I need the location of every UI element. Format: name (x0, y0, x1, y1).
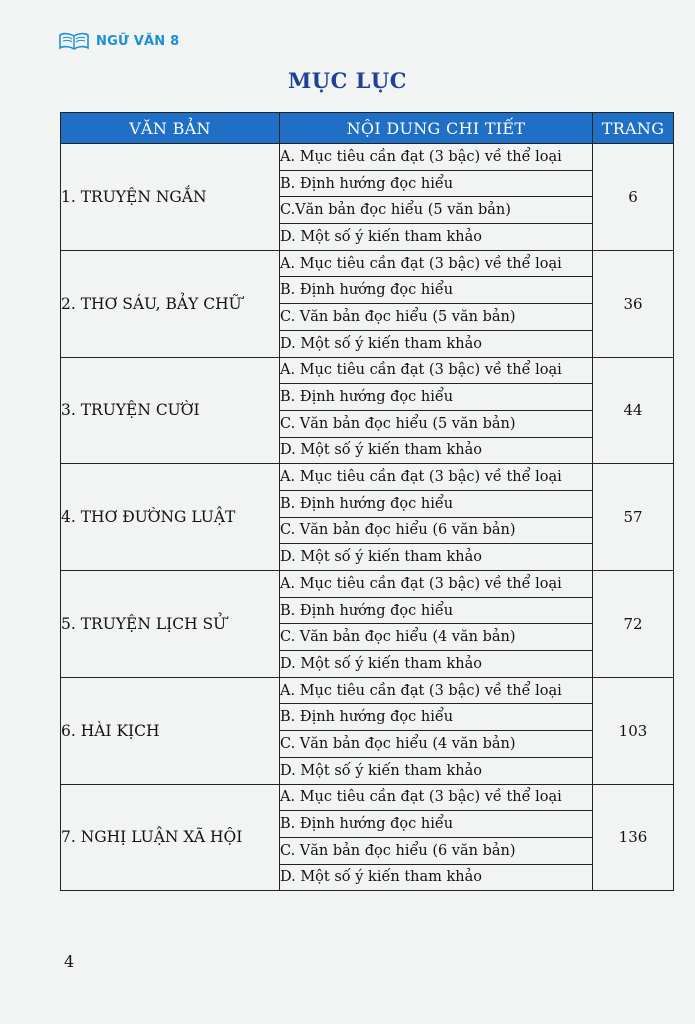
book-title: NGỮ VĂN 8 (96, 33, 180, 49)
section-page: 57 (593, 464, 674, 571)
open-book-icon (58, 32, 90, 50)
section-detail: B. Định hướng đọc hiểu (280, 597, 593, 624)
section-title: 4. THƠ ĐƯỜNG LUẬT (61, 464, 280, 571)
section-title: 7. NGHỊ LUẬN XÃ HỘI (61, 784, 280, 891)
section-detail: A. Mục tiêu cần đạt (3 bậc) về thể loại (280, 464, 593, 491)
column-header-text: VĂN BẢN (61, 113, 280, 144)
section-detail: B. Định hướng đọc hiểu (280, 277, 593, 304)
section-detail: B. Định hướng đọc hiểu (280, 811, 593, 838)
page-title: MỤC LỤC (288, 68, 407, 93)
section-detail: C. Văn bản đọc hiểu (5 văn bản) (280, 304, 593, 331)
section-detail: A. Mục tiêu cần đạt (3 bậc) về thể loại (280, 357, 593, 384)
section-title: 5. TRUYỆN LỊCH SỬ (61, 571, 280, 678)
table-row (61, 571, 674, 598)
column-header-detail: NỘI DUNG CHI TIẾT (280, 113, 593, 144)
section-detail: C. Văn bản đọc hiểu (4 văn bản) (280, 624, 593, 651)
section-detail: C. Văn bản đọc hiểu (6 văn bản) (280, 517, 593, 544)
section-detail: B. Định hướng đọc hiểu (280, 490, 593, 517)
section-page: 36 (593, 250, 674, 357)
section-detail: B. Định hướng đọc hiểu (280, 384, 593, 411)
page-number: 4 (64, 952, 75, 971)
section-detail: C. Văn bản đọc hiểu (5 văn bản) (280, 410, 593, 437)
section-title: 3. TRUYỆN CƯỜI (61, 357, 280, 464)
section-page: 44 (593, 357, 674, 464)
section-page: 72 (593, 571, 674, 678)
page-header (58, 32, 179, 50)
section-detail: C. Văn bản đọc hiểu (6 văn bản) (280, 837, 593, 864)
table-row (61, 250, 674, 277)
section-title: 1. TRUYỆN NGẮN (61, 144, 280, 251)
section-page: 6 (593, 144, 674, 251)
section-detail: D. Một số ý kiến tham khảo (280, 437, 593, 464)
table-row (61, 784, 674, 811)
table-row (61, 357, 674, 384)
section-detail: A. Mục tiêu cần đạt (3 bậc) về thể loại (280, 677, 593, 704)
section-title: 2. THƠ SÁU, BẢY CHỮ (61, 250, 280, 357)
section-detail: D. Một số ý kiến tham khảo (280, 651, 593, 678)
section-page: 103 (593, 677, 674, 784)
section-page: 136 (593, 784, 674, 891)
section-detail: B. Định hướng đọc hiểu (280, 170, 593, 197)
section-detail: D. Một số ý kiến tham khảo (280, 757, 593, 784)
section-detail: A. Mục tiêu cần đạt (3 bậc) về thể loại (280, 784, 593, 811)
section-detail: D. Một số ý kiến tham khảo (280, 224, 593, 251)
column-header-page: TRANG (593, 113, 674, 144)
table-row (61, 144, 674, 171)
table-of-contents (60, 112, 674, 891)
table-row (61, 464, 674, 491)
section-detail: D. Một số ý kiến tham khảo (280, 330, 593, 357)
section-detail: A. Mục tiêu cần đạt (3 bậc) về thể loại (280, 250, 593, 277)
section-detail: D. Một số ý kiến tham khảo (280, 864, 593, 891)
section-detail: A. Mục tiêu cần đạt (3 bậc) về thể loại (280, 144, 593, 171)
section-detail: A. Mục tiêu cần đạt (3 bậc) về thể loại (280, 571, 593, 598)
section-detail: C. Văn bản đọc hiểu (4 văn bản) (280, 731, 593, 758)
section-detail: B. Định hướng đọc hiểu (280, 704, 593, 731)
section-detail: C.Văn bản đọc hiểu (5 văn bản) (280, 197, 593, 224)
section-title: 6. HÀI KỊCH (61, 677, 280, 784)
section-detail: D. Một số ý kiến tham khảo (280, 544, 593, 571)
table-row (61, 677, 674, 704)
table-header-row (61, 113, 674, 144)
